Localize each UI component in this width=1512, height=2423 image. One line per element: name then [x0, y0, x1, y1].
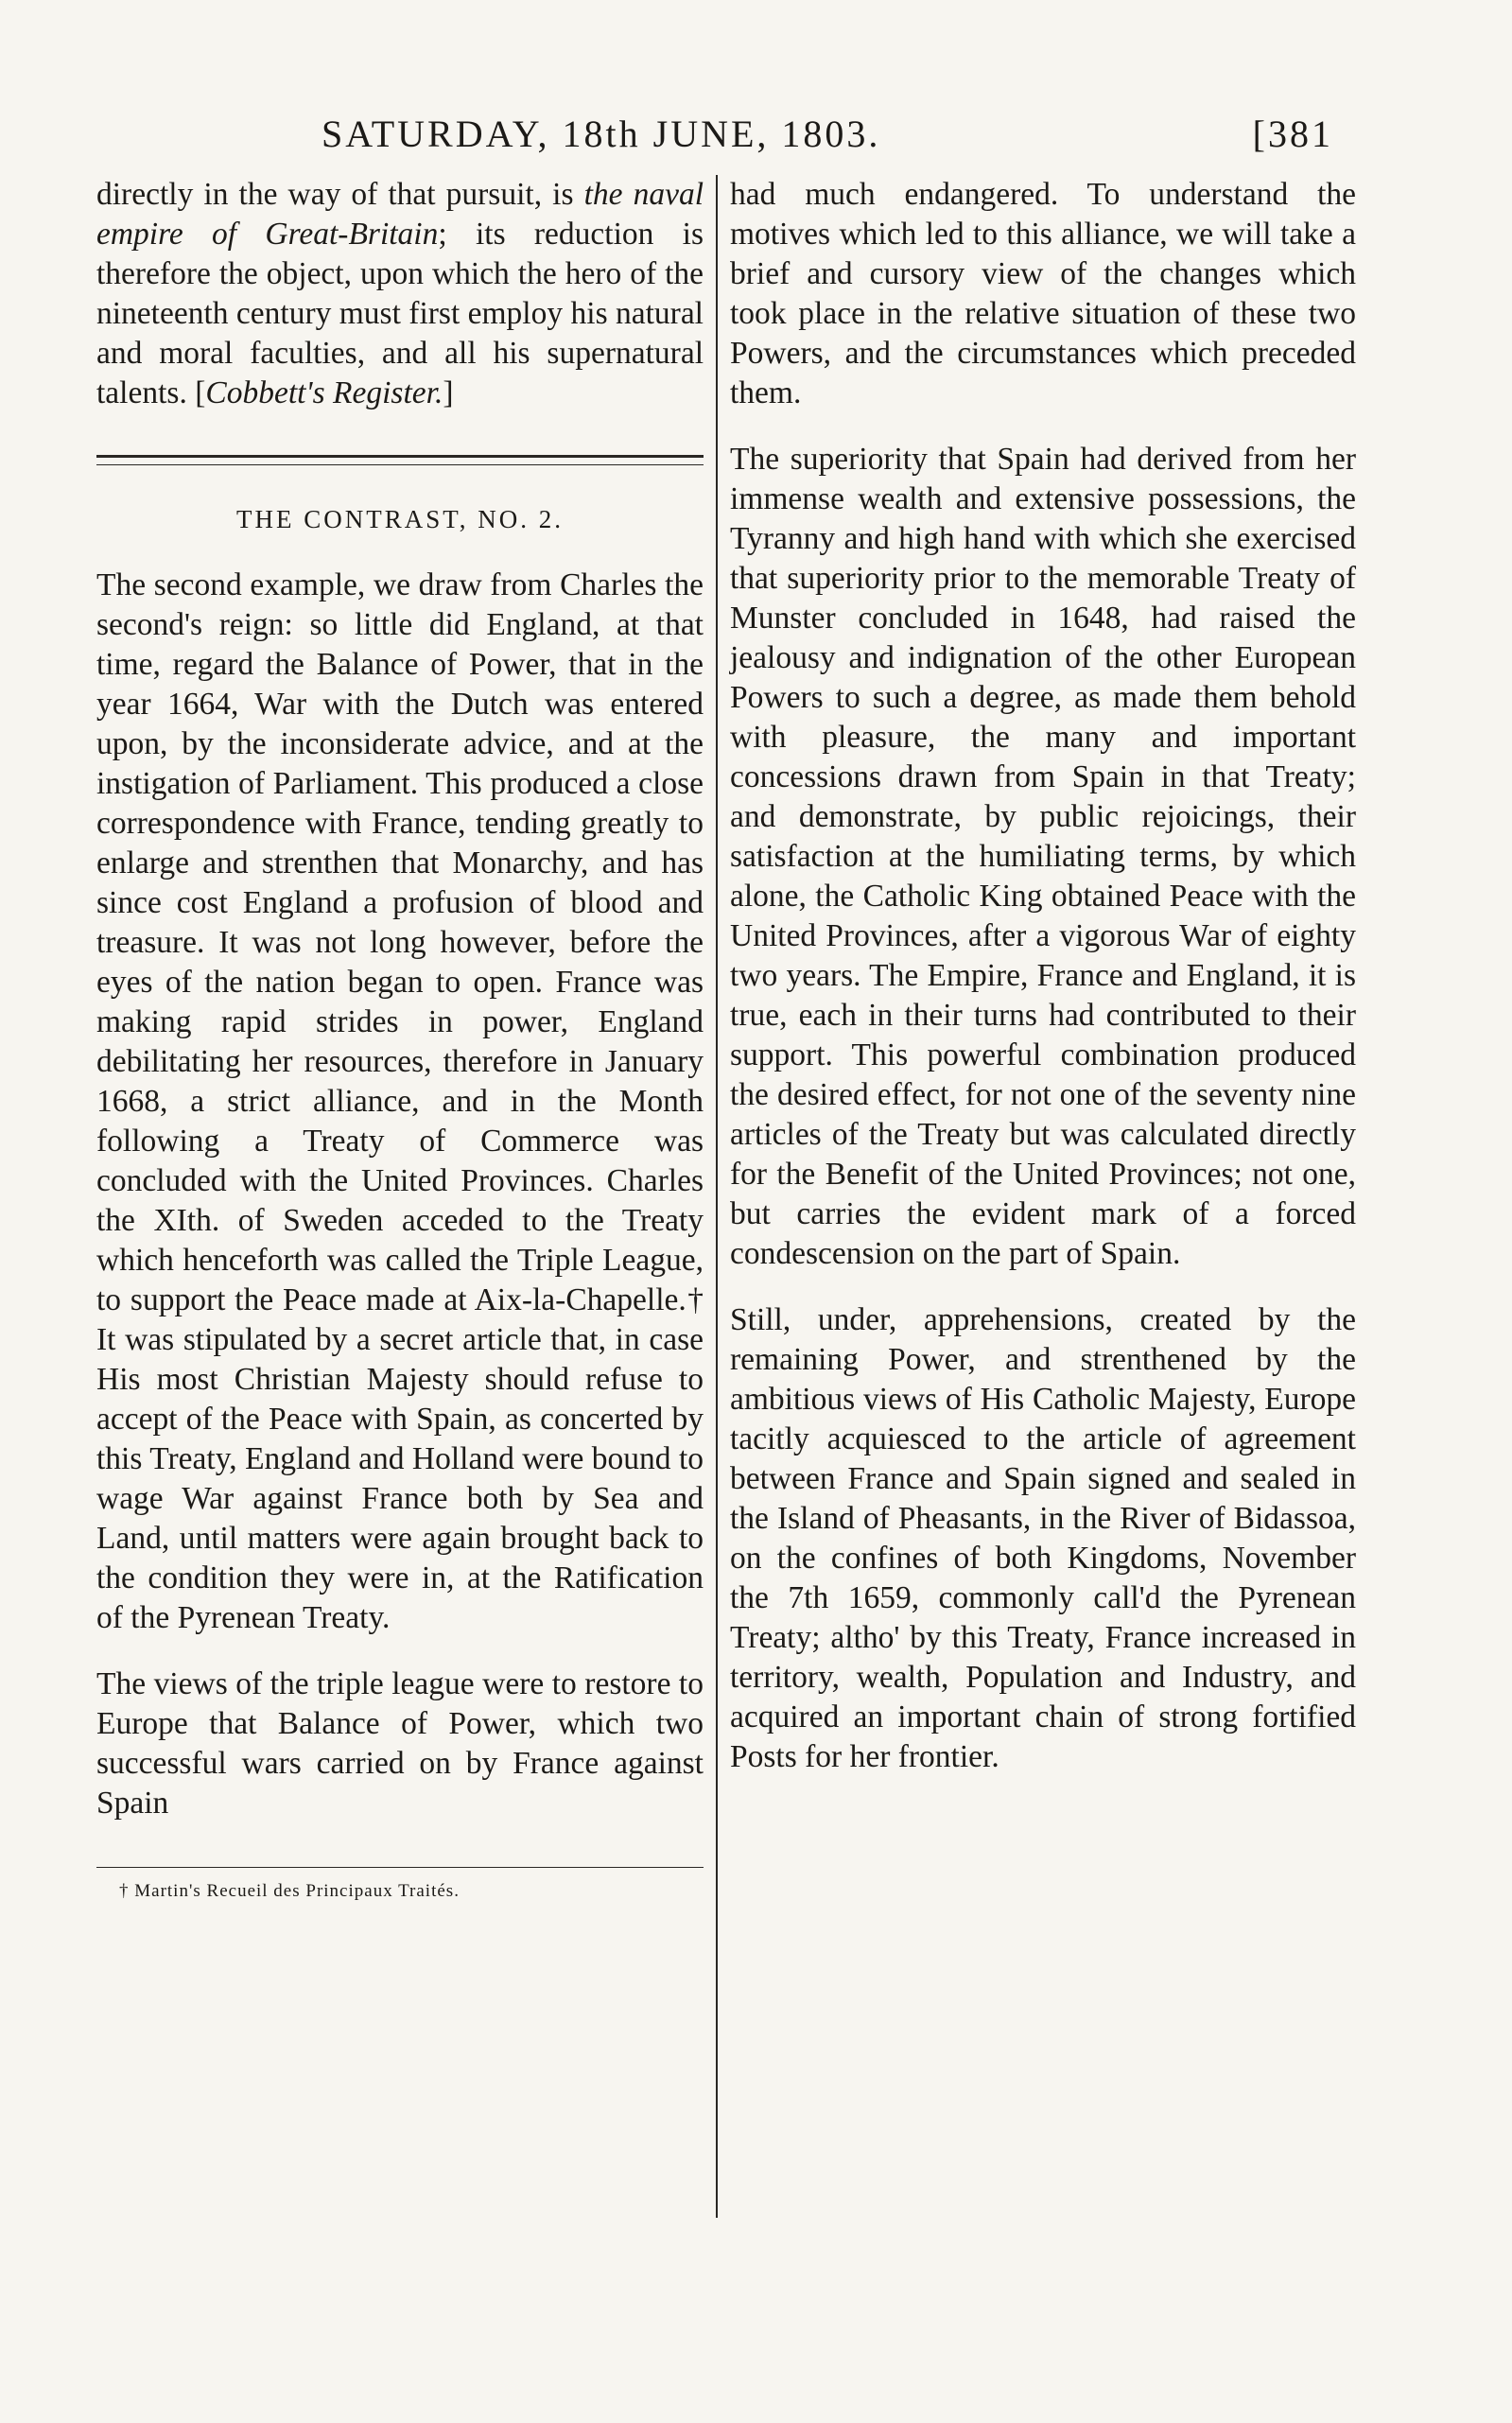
opening-italic-phrase: the naval empire of Great-Britain — [96, 177, 704, 252]
footnote-divider — [96, 1867, 704, 1868]
opening-text: directly in the way of that pursuit, is — [96, 177, 584, 212]
body-paragraph: The superiority that Spain had derived from her immense wealth and extensive possessions, the Tyranny and high hand with which she exercised that superiority prior to the memorable Treaty of Munster concluded in 1648, had raised the jealousy and indignation of the other European Powers to such a degree, as made them behold with pleasure, the many and important concessions drawn from Spain in that Treaty; and demonstrate, by public rejoicings, their satisfaction at the humiliating terms, by which alone, the Catholic King obtained Peace with the United Provinces, after a vigorous War of eighty two years. The Empire, France and England, it is true, each in their turns had contributed to their support. This powerful combination produced the desired effect, for not one of the seventy nine articles of the Treaty but was calculated directly for the Benefit of the United Provinces; not one, but carries the evident mark of a forced condescension on the part of Spain. — [730, 442, 1356, 1271]
footnote: † Martin's Recueil des Principaux Traités. — [119, 1881, 460, 1901]
body-paragraph: The second example, we draw from Charles the second's reign: so little did England, at that time, regard the Balance of Power, that in the year 1664, War with the Dutch was entered upon, by the inconsiderate advice, and at the instigation of Parliament. This produced a close correspondence with France, tending greatly to enlarge and strenthen that Monarchy, and has since cost England a profusion of blood and treasure. It was not long however, before the eyes of the nation began to open. France was making rapid strides in power, England debilitating her resources, therefore in January 1668, a strict alliance, and in the Month following a Treaty of Commerce was concluded with the United Provinces. Charles the XIth. of Sweden acceded to the Treaty which henceforth was called the Triple League, to support the Peace made at Aix-la-Chapelle.† It was stipulated by a secret article that, in case His most Christian Majesty should refuse to accept of the Peace with Spain, as concerted by this Treaty, England and Holland were bound to wage War against France both by Sea and Land, until matters were again brought back to the condition they were in, at the Ratification of the Pyrenean Treaty. — [96, 567, 704, 1635]
section-divider — [96, 455, 704, 465]
body-paragraph: The views of the triple league were to restore to Europe that Balance of Power, which two successful wars carried on by France against Spain — [96, 1666, 704, 1821]
continued-paragraph: had much endangered. To understand the motives which led to this alliance, we will take a brief and cursory view of the changes which took place in the relative situation of these two Powers, and the circumstances which preceded them. — [730, 177, 1356, 410]
opening-text-continued: ; its reduction is therefore the object, upon which the hero of the nineteenth century must first employ his natural and moral faculties, and all his supernatural talents. [ — [96, 217, 704, 410]
source-citation: Cobbett's Register. — [205, 375, 443, 410]
citation-bracket: ] — [443, 375, 454, 410]
opening-paragraph — [96, 175, 704, 413]
right-column — [730, 175, 1356, 1777]
left-column — [96, 175, 704, 1904]
column-rule — [716, 175, 718, 2218]
section-title: THE CONTRAST, NO. 2. — [236, 505, 564, 533]
page-number: [381 — [1252, 113, 1333, 155]
running-head — [322, 112, 1362, 168]
header-date: SATURDAY, 18th JUNE, 1803. — [322, 113, 881, 155]
body-paragraph: Still, under, apprehensions, created by the remaining Power, and strenthened by the ambitious views of His Catholic Majesty, Europe tacitly acquiesced to the article of agreement between France and Spain signed and sealed in the Island of Pheasants, in the River of Bidassoa, on the confines of both Kingdoms, November the 7th 1659, commonly call'd the Pyrenean Treaty; altho' by this Treaty, France increased in territory, wealth, Population and Industry, and acquired an important chain of strong fortified Posts for her frontier. — [730, 1302, 1356, 1774]
